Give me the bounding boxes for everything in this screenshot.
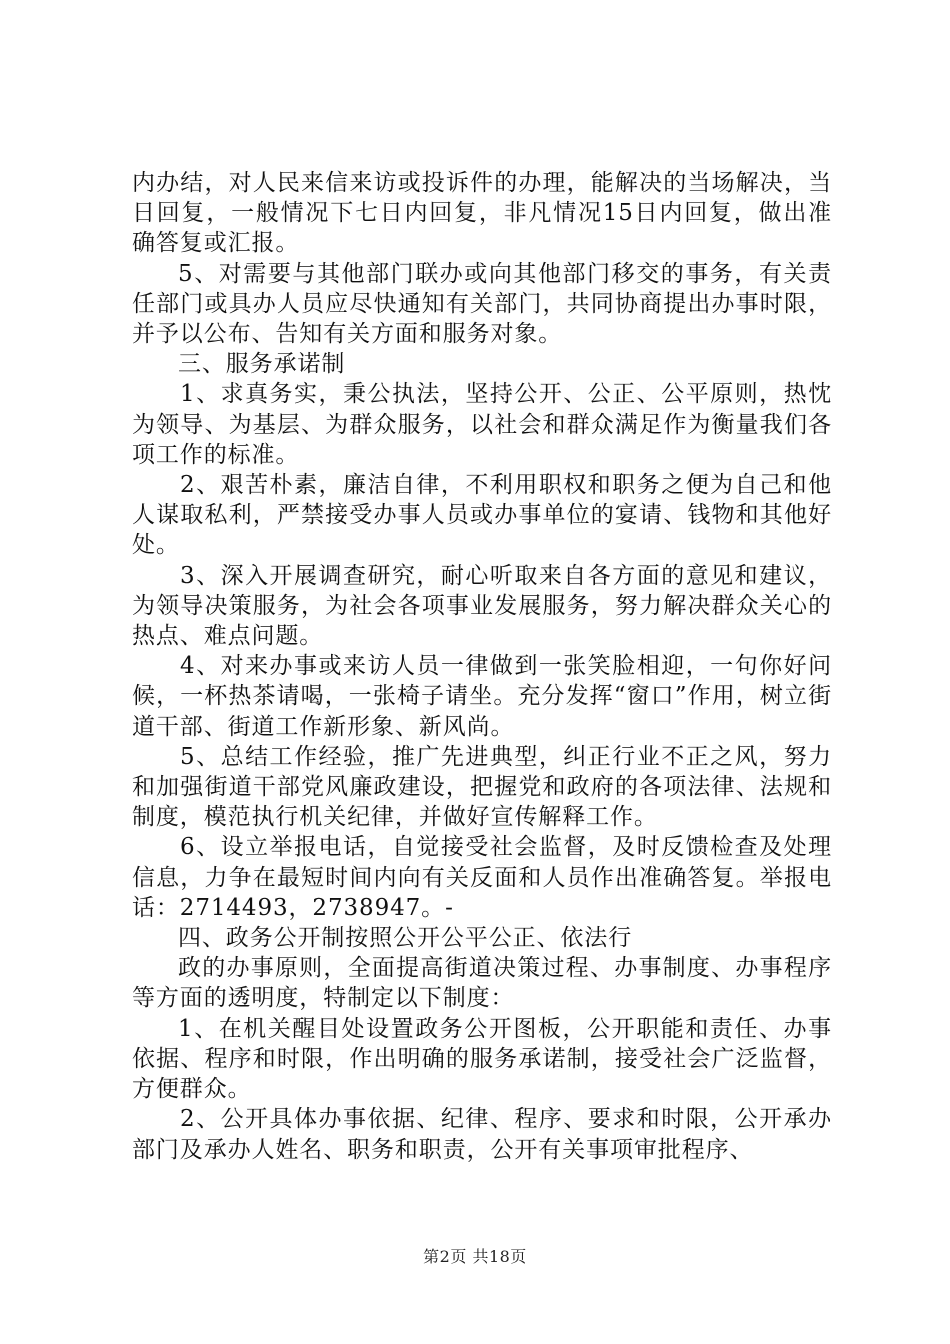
document-body — [132, 168, 832, 1165]
paragraph-commitment-item-4: 4、对来办事或来访人员一律做到一张笑脸相迎，一句你好问候，一杯热茶请喝，一张椅子请坐。充分发挥“窗口”作用，树立街道干部、街道工作新形象、新风尚。 — [132, 653, 832, 740]
paragraph-affairs-item-2: 2、公开具体办事依据、纪律、程序、要求和时限，公开承办部门及承办人姓名、职务和职责，公开有关事项审批程序、 — [132, 1106, 832, 1163]
paragraph-commitment-item-2: 2、艰苦朴素，廉洁自律，不利用职权和职务之便为自己和他人谋取私利，严禁接受办事人员或办事单位的宴请、钱物和其他好处。 — [132, 472, 832, 559]
paragraph-commitment-item-5: 5、总结工作经验，推广先进典型，纠正行业不正之风，努力和加强街道干部党风廉政建设，把握党和政府的各项法律、法规和制度，模范执行机关纪律，并做好宣传解释工作。 — [132, 743, 832, 831]
page-number-footer: 第2页 共18页 — [423, 1247, 527, 1266]
section-heading-service-commitment: 三、服务承诺制 — [178, 351, 346, 378]
section-heading-government-affairs: 四、政务公开制按照公开公平公正、依法行 — [178, 925, 633, 952]
paragraph-commitment-item-6: 6、设立举报电话，自觉接受社会监督，及时反馈检查及处理信息，力争在最短时间内向有关反面和人员作出准确答复。举报电话：2714493，2738947。- — [132, 834, 832, 921]
paragraph-government-affairs-intro: 政的办事原则，全面提高街道决策过程、办事制度、办事程序等方面的透明度，特制定以下制度： — [132, 955, 832, 1012]
paragraph-commitment-item-1: 1、求真务实，秉公执法，坚持公开、公正、公平原则，热忱为领导、为基层、为群众服务，以社会和群众满足作为衡量我们各项工作的标准。 — [132, 381, 832, 468]
paragraph-item-5-joint-handling: 5、对需要与其他部门联办或向其他部门移交的事务，有关责任部门或具办人员应尽快通知有关部门，共同协商提出办事时限，并予以公布、告知有关方面和服务对象。 — [132, 260, 832, 348]
paragraph-continuation: 内办结，对人民来信来访或投诉件的办理，能解决的当场解决，当日回复，一般情况下七日内回复，非凡情况15日内回复，做出准确答复或汇报。 — [132, 170, 832, 257]
paragraph-commitment-item-3: 3、深入开展调查研究，耐心听取来自各方面的意见和建议，为领导决策服务，为社会各项事业发展服务，努力解决群众关心的热点、难点问题。 — [132, 562, 832, 650]
paragraph-affairs-item-1: 1、在机关醒目处设置政务公开图板，公开职能和责任、办事依据、程序和时限，作出明确的服务承诺制，接受社会广泛监督，方便群众。 — [132, 1015, 832, 1103]
